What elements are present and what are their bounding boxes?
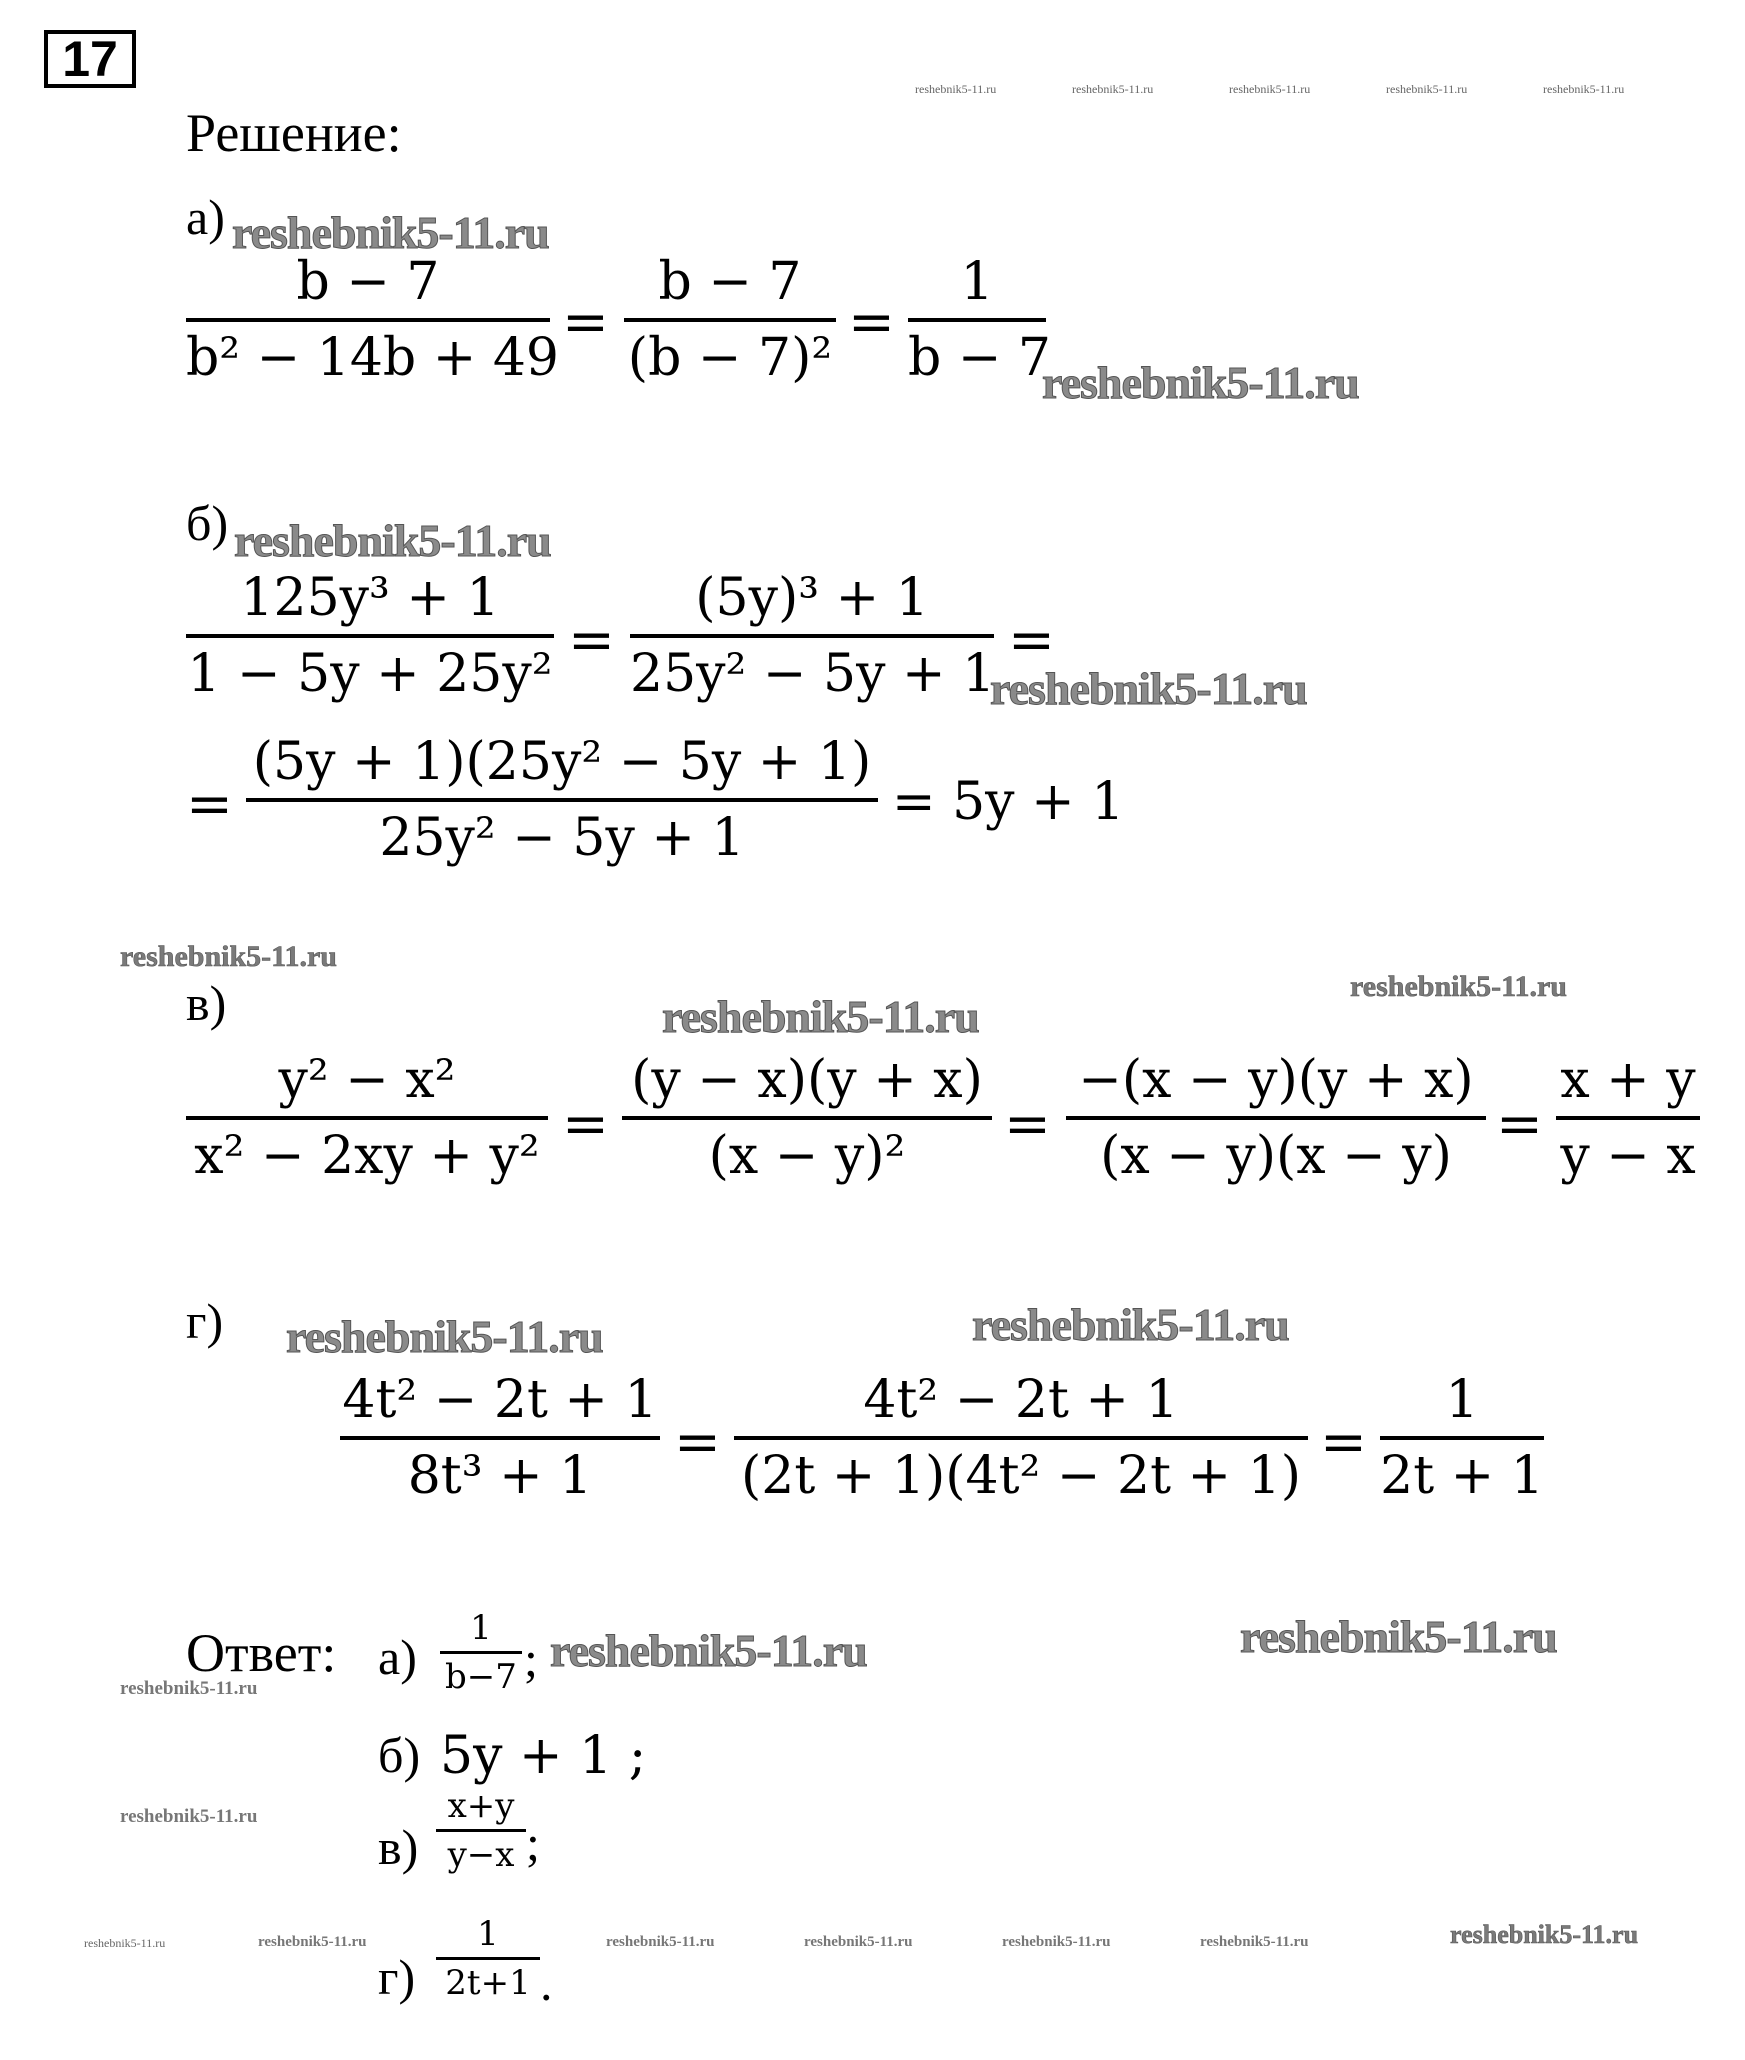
watermark: reshebnik5-11.ru (915, 82, 997, 96)
watermark: reshebnik5-11.ru (286, 1311, 603, 1362)
watermark: reshebnik5-11.ru (1072, 82, 1154, 96)
watermark: reshebnik5-11.ru (1042, 357, 1359, 408)
answer-b-value: 5y + 1 ; (440, 1726, 647, 1786)
answer-d-fraction: 1 2t+1 (436, 1914, 540, 2003)
part-b-fraction-2: (5y)³ + 1 25y² − 5y + 1 (630, 568, 996, 704)
watermark: reshebnik5-11.ru (120, 1806, 258, 1827)
equals-sign: = (848, 290, 895, 355)
answer-a-fraction: 1 b−7 (440, 1608, 522, 1697)
part-b-fraction-3: (5y + 1)(25y² − 5y + 1) 25y² − 5y + 1 (246, 732, 878, 868)
watermark: reshebnik5-11.ru (1229, 82, 1311, 96)
equals-sign: = (1008, 608, 1055, 673)
watermark: reshebnik5-11.ru (120, 1678, 258, 1699)
part-a-fraction-2: b − 7 (b − 7)² (624, 252, 836, 388)
watermark: reshebnik5-11.ru (84, 1936, 166, 1950)
watermark: reshebnik5-11.ru (232, 207, 549, 258)
equals-sign: = (674, 1410, 721, 1475)
watermark: reshebnik5-11.ru (990, 663, 1307, 714)
problem-number: 17 (44, 30, 136, 88)
watermark: reshebnik5-11.ru (1543, 82, 1625, 96)
equals-sign: = (562, 1092, 609, 1157)
part-b-fraction-1: 125y³ + 1 1 − 5y + 25y² (187, 568, 553, 704)
answer-c-fraction: x+y y−x (436, 1786, 526, 1875)
watermark: reshebnik5-11.ru (1200, 1934, 1309, 1950)
part-c-fraction-3: −(x − y)(y + x) (x − y)(x − y) (1066, 1050, 1486, 1186)
answer-title: Ответ: (186, 1623, 337, 1683)
solution-heading: Решение: (186, 103, 402, 163)
part-d-fraction-1: 4t² − 2t + 1 8t³ + 1 (340, 1370, 660, 1506)
equals-sign: = (186, 772, 233, 837)
answer-a-label: а) (378, 1629, 417, 1685)
watermark: reshebnik5-11.ru (1002, 1934, 1111, 1950)
watermark: reshebnik5-11.ru (1240, 1611, 1557, 1662)
answer-c-label: в) (378, 1819, 419, 1875)
answer-d-tail: . (540, 1955, 553, 2011)
part-d-label: г) (186, 1293, 224, 1349)
part-a-fraction-1: b − 7 b² − 14b + 49 (186, 252, 560, 388)
part-c-fraction-4: x + y y − x (1556, 1050, 1700, 1186)
equals-sign: = (1320, 1410, 1367, 1475)
part-c-fraction-1: y² − x² x² − 2xy + y² (186, 1050, 548, 1186)
watermark: reshebnik5-11.ru (120, 940, 337, 973)
watermark: reshebnik5-11.ru (1450, 1920, 1639, 1949)
equals-sign: = (568, 608, 615, 673)
watermark: reshebnik5-11.ru (804, 1934, 913, 1950)
equals-sign: = (562, 290, 609, 355)
watermark: reshebnik5-11.ru (662, 991, 979, 1042)
watermark: reshebnik5-11.ru (234, 515, 551, 566)
watermark: reshebnik5-11.ru (972, 1299, 1289, 1350)
watermark: reshebnik5-11.ru (258, 1934, 367, 1950)
watermark: reshebnik5-11.ru (1350, 970, 1567, 1003)
part-a-label: а) (186, 189, 225, 245)
part-b-result: = 5y + 1 (892, 772, 1125, 832)
answer-c-tail: ; (526, 1815, 540, 1871)
part-a-fraction-3: 1 b − 7 (908, 252, 1051, 388)
part-d-fraction-2: 4t² − 2t + 1 (2t + 1)(4t² − 2t + 1) (734, 1370, 1308, 1506)
part-c-label: в) (186, 975, 227, 1031)
watermark: reshebnik5-11.ru (550, 1625, 867, 1676)
watermark: reshebnik5-11.ru (606, 1934, 715, 1950)
part-d-fraction-3: 1 2t + 1 (1380, 1370, 1544, 1506)
part-c-fraction-2: (y − x)(y + x) (x − y)² (622, 1050, 992, 1186)
answer-b-label: б) (378, 1727, 421, 1783)
answer-a-tail: ; (524, 1631, 538, 1687)
equals-sign: = (1496, 1092, 1543, 1157)
part-b-label: б) (186, 495, 229, 551)
equals-sign: = (1004, 1092, 1051, 1157)
answer-d-label: г) (378, 1949, 416, 2005)
watermark: reshebnik5-11.ru (1386, 82, 1468, 96)
